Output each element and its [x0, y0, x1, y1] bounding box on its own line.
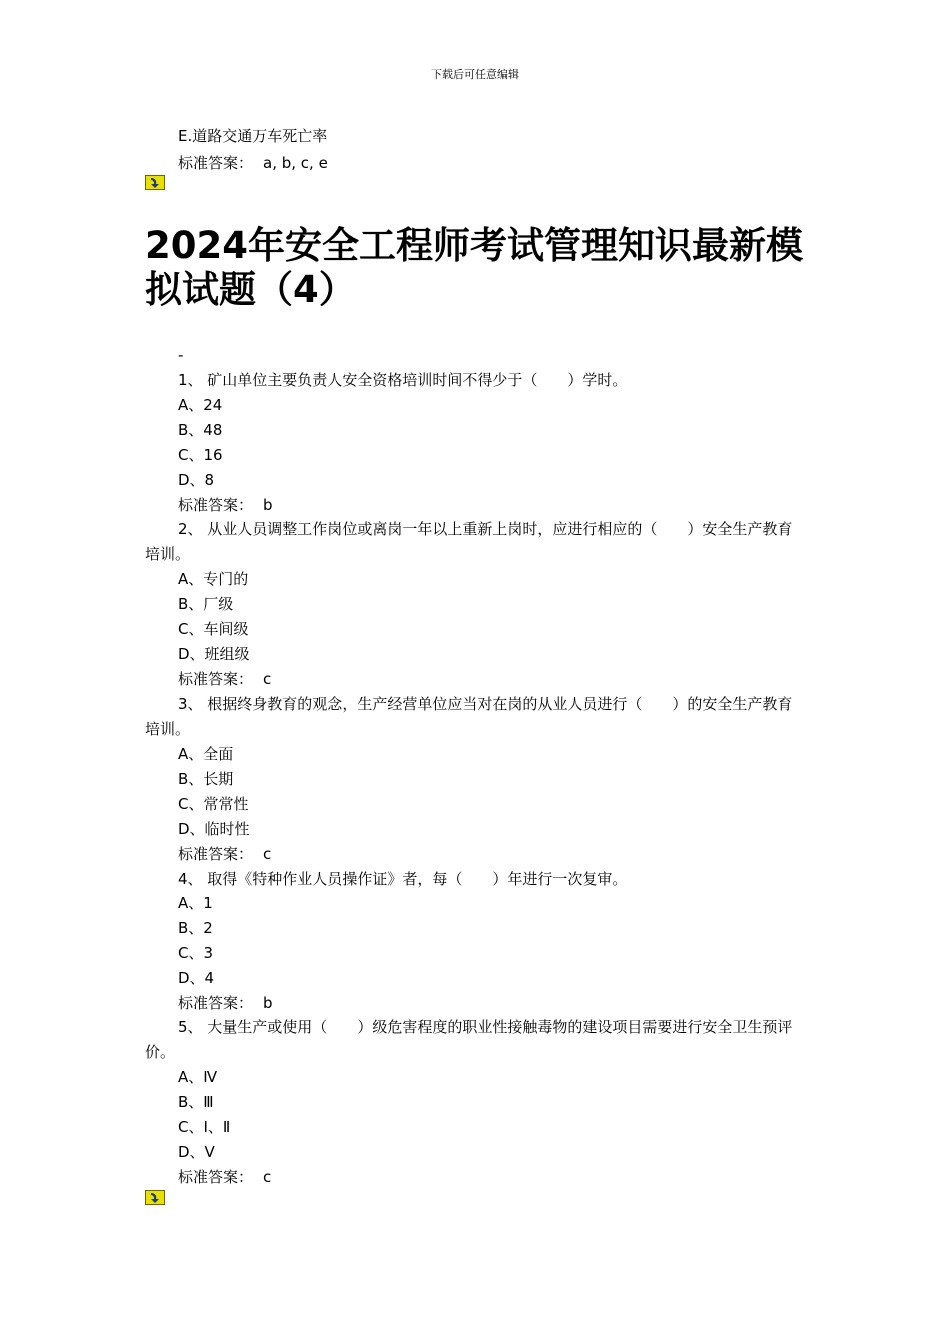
option-a: A、专门的: [178, 570, 249, 588]
answer-label: 标准答案：: [178, 496, 254, 514]
option-c: C、常常性: [178, 795, 249, 813]
question-5: 5、 大量生产或使用（ ）级危害程度的职业性接触毒物的建设项目需要进行安全卫生预评价。: [145, 1018, 793, 1061]
answer-value: a, b, c, e: [263, 154, 328, 172]
option-d: D、Ⅴ: [178, 1143, 215, 1161]
option-b: B、长期: [178, 770, 234, 788]
answer-line: [178, 994, 273, 1012]
option-b: B、48: [178, 421, 223, 439]
option-c: C、3: [178, 944, 214, 962]
option-a: A、全面: [178, 745, 234, 763]
question-2: 2、 从业人员调整工作岗位或离岗一年以上重新上岗时，应进行相应的（ ）安全生产教育培训。: [145, 520, 793, 563]
option-b: B、厂级: [178, 595, 234, 613]
answer-value: c: [263, 670, 272, 688]
answer-value: c: [263, 845, 272, 863]
question-1: 1、 矿山单位主要负责人安全资格培训时间不得少于（ ）学时。: [178, 371, 628, 389]
question-3: 3、 根据终身教育的观念，生产经营单位应当对在岗的从业人员进行（ ）的安全生产教育培训。: [145, 695, 793, 738]
option-a: A、24: [178, 396, 223, 414]
answer-label: 标准答案：: [178, 1168, 254, 1186]
dash-separator: -: [178, 346, 184, 364]
option-c: C、Ⅰ、Ⅱ: [178, 1118, 231, 1136]
option-c: C、16: [178, 446, 223, 464]
answer-line: [178, 1168, 271, 1186]
question-4: 4、 取得《特种作业人员操作证》者，每（ ）年进行一次复审。: [178, 870, 628, 888]
option-a: A、Ⅳ: [178, 1068, 218, 1086]
option-d: D、8: [178, 471, 215, 489]
option-d: D、班组级: [178, 645, 250, 663]
option-a: A、1: [178, 894, 213, 912]
answer-value: b: [263, 496, 273, 514]
option-d: D、临时性: [178, 820, 250, 838]
option-c: C、车间级: [178, 620, 249, 638]
arrow-icon[interactable]: [145, 1190, 165, 1205]
answer-label: 标准答案：: [178, 845, 254, 863]
answer-line: [178, 670, 271, 688]
option-b: B、Ⅲ: [178, 1093, 214, 1111]
page-header: 下载后可任意编辑: [431, 68, 519, 81]
answer-label: 标准答案：: [178, 994, 254, 1012]
answer-value: b: [263, 994, 273, 1012]
page-title: 2024年安全工程师考试管理知识最新模拟试题（4）: [145, 224, 803, 311]
answer-label: 标准答案：: [178, 154, 254, 172]
option-d: D、4: [178, 969, 215, 987]
answer-line: [178, 496, 273, 514]
option-b: B、2: [178, 919, 213, 937]
answer-value: c: [263, 1168, 272, 1186]
answer-line: [178, 154, 328, 172]
answer-line: [178, 845, 271, 863]
answer-label: 标准答案：: [178, 670, 254, 688]
arrow-icon[interactable]: [145, 175, 165, 190]
option-e: E.道路交通万车死亡率: [178, 127, 328, 145]
